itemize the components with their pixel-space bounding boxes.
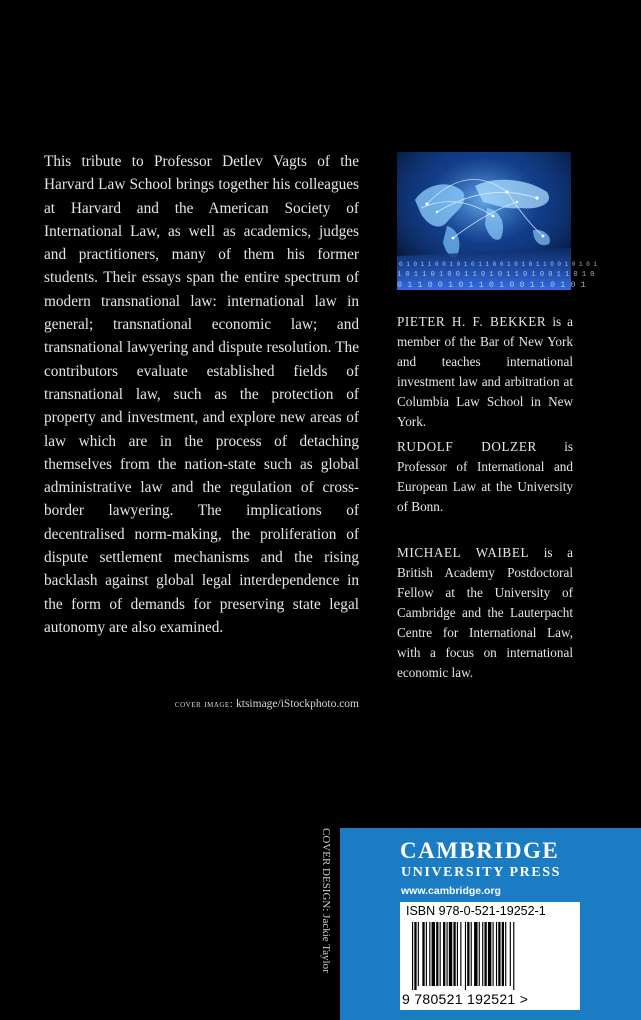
barcode-bar (412, 922, 413, 990)
barcode-icon (412, 922, 568, 990)
author-name: MICHAEL WAIBEL (397, 545, 530, 560)
publisher-block (340, 828, 641, 1020)
barcode-bar (432, 922, 435, 986)
barcode-bar (479, 922, 480, 986)
barcode-bar (471, 922, 472, 986)
barcode-bar (422, 922, 424, 986)
publisher-url: www.cambridge.org (401, 885, 501, 897)
barcode-bar (482, 922, 483, 986)
isbn-barcode (400, 902, 580, 1010)
barcode-bar (457, 922, 458, 986)
barcode-bar (474, 922, 477, 986)
barcode-bar (496, 922, 497, 986)
barcode-bar (510, 922, 511, 986)
barcode-bar (488, 922, 491, 986)
barcode-bar (453, 922, 455, 986)
author-description: is a member of the Bar of New York and teaches international investment law and arbitration at Columbia Law School in New York. (397, 314, 574, 429)
barcode-digits: 9 780521 192521 > (402, 991, 529, 1007)
publisher-subtitle: UNIVERSITY PRESS (401, 865, 562, 880)
globe-world-map-icon (397, 152, 598, 290)
publisher-name: CAMBRIDGE (400, 838, 560, 863)
barcode-bar (426, 922, 427, 986)
cover-image-credit (44, 698, 359, 710)
svg-text:0 1 1 0 0 1 0 1 1 0 1 0 0 1 1: 0 1 1 0 0 1 0 1 1 0 1 0 0 1 1 0 1 0 1 (397, 280, 586, 290)
barcode-bar (418, 922, 419, 986)
isbn-label: ISBN 978-0-521-19252-1 (406, 904, 546, 918)
author-name: PIETER H. F. BEKKER (397, 314, 547, 329)
svg-text:1 0 1 1 0 1 0 0 1 1 0 1 0 1 1: 1 0 1 1 0 1 0 0 1 1 0 1 0 1 1 0 1 0 0 1 1 0 1 0 (397, 271, 595, 279)
barcode-bar (429, 922, 430, 986)
barcode-bar (460, 922, 461, 986)
barcode-bar (440, 922, 441, 986)
author-description: is a British Academy Postdoctoral Fellow at the University of Cambridge and the Lauterpacht Centre for International Law, with a focus on international economic law. (397, 545, 573, 680)
barcode-bar (484, 922, 486, 986)
barcode-bar (414, 922, 416, 990)
author-bio-dolzer (397, 437, 573, 517)
cover-image-label: cover image: (174, 699, 234, 710)
author-bio-waibel (397, 543, 573, 683)
barcode-bar (498, 922, 500, 986)
cover-design-credit: COVER DESIGN: Jackie Taylor (320, 828, 332, 973)
author-bio-bekker (397, 312, 573, 432)
barcode-bar (502, 922, 504, 986)
author-name: RUDOLF DOLZER (397, 439, 537, 454)
barcode-bar (447, 922, 448, 986)
author-description: is Professor of International and European Law at the University of Bonn. (397, 439, 573, 514)
barcode-bar (436, 922, 438, 986)
barcode-bar (467, 922, 469, 986)
book-blurb: This tribute to Professor Detlev Vagts of the Harvard Law School brings together his colleagues at Harvard and the American Society of International Law, as well as academics, judges and practitioners, many of them his former students. Their essays span the entire spectrum of modern transnational law: international law in general; transnational economic law; and transnational lawyering and dispute resolution. The contributors evaluate established fields of transnational law, such as the protection of property and investment, and explore new areas of law which are in the process of detaching themselves from the nation-state such as global administrative law and the regulation of cross-border lawyering. The implications of decentralised norm-making, the proliferation of dispute settlement mechanisms and the rising backlash against global legal interdependence in the form of demands for preserving state legal autonomy are also examined. (44, 153, 359, 636)
barcode-bar (449, 922, 452, 986)
svg-text:0 1 0 1 1 0 0 1 0 1 0 1 1 0 0: 0 1 0 1 1 0 0 1 0 1 0 1 1 0 0 1 0 1 0 1 1 0 0 1 0 1 0 1 (399, 261, 598, 268)
barcode-bar (505, 922, 506, 986)
barcode-bar (443, 922, 445, 986)
barcode-bar (513, 922, 514, 990)
barcode-bar (493, 922, 494, 986)
cover-image-source: ktsimage/iStockphoto.com (236, 698, 359, 710)
barcode-bar (465, 922, 466, 990)
